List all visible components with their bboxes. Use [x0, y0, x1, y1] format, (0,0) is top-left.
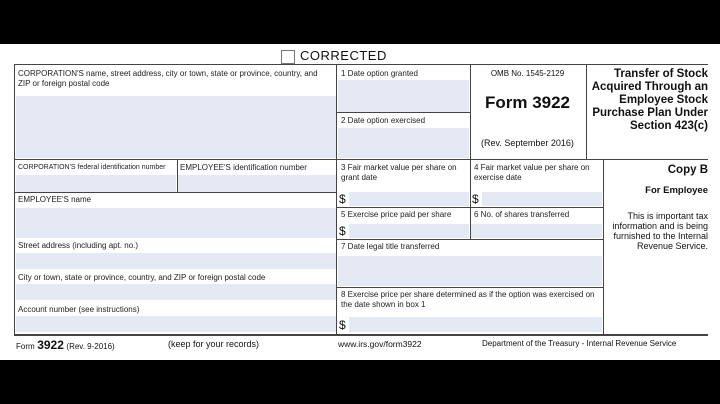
- box7-label: 7 Date legal title transferred: [341, 242, 440, 251]
- tax-notice: This is important tax information and is being furnished to the Internal Revenue Service.: [612, 211, 708, 251]
- box3-dollar: $: [339, 192, 346, 206]
- box4-label: 4 Fair market value per share on exercise date: [474, 163, 590, 182]
- corp-name-field[interactable]: [16, 96, 336, 158]
- box8-label: 8 Exercise price per share determined as if the option was exercised on the date shown in box 1: [341, 290, 595, 309]
- corp-id-label: CORPORATION'S federal identification number: [18, 164, 166, 171]
- employee-name-field[interactable]: [16, 208, 336, 238]
- footer-form-rev: (Rev. 9-2016): [66, 342, 115, 351]
- copy-label: Copy B: [667, 164, 708, 176]
- footer-form-prefix: Form: [16, 342, 35, 351]
- footer-keep: (keep for your records): [168, 339, 260, 349]
- omb-number: OMB No. 1545-2129: [490, 69, 565, 78]
- box8-field[interactable]: [349, 317, 602, 332]
- footer-dept: Department of the Treasury - Internal Revenue Service: [482, 339, 677, 348]
- box5-field[interactable]: [349, 224, 469, 238]
- for-employee-label: For Employee: [645, 185, 708, 196]
- box1-label: 1 Date option granted: [341, 69, 418, 78]
- account-field[interactable]: [16, 316, 336, 332]
- box5-label: 5 Exercise price paid per share: [341, 210, 452, 219]
- employee-name-label: EMPLOYEE'S name: [18, 195, 92, 204]
- corrected-label: CORRECTED: [300, 48, 387, 63]
- footer-url[interactable]: www.irs.gov/form3922: [338, 339, 422, 349]
- box8-dollar: $: [339, 318, 346, 332]
- form-revision: (Rev. September 2016): [481, 138, 574, 148]
- corp-name-label: CORPORATION'S name, street address, city or town, state or province, country, and ZIP or foreign postal code: [18, 69, 318, 88]
- form-description: Transfer of Stock Acquired Through an Employee Stock Purchase Plan Under Section 423(c): [591, 68, 708, 132]
- form-title: Form 3922: [484, 93, 571, 112]
- corp-id-field[interactable]: [16, 175, 176, 192]
- box1-field[interactable]: [338, 80, 469, 112]
- box2-label: 2 Date option exercised: [341, 116, 426, 125]
- box6-field[interactable]: [471, 224, 602, 238]
- employee-id-field[interactable]: [178, 175, 336, 192]
- box3-label: 3 Fair market value per share on grant date: [341, 163, 457, 182]
- city-label: City or town, state or province, country, and ZIP or foreign postal code: [18, 273, 266, 282]
- box6-label: 6 No. of shares transferred: [474, 210, 570, 219]
- corrected-checkbox[interactable]: [281, 50, 295, 64]
- box3-field[interactable]: [349, 192, 469, 206]
- employee-id-label: EMPLOYEE'S identification number: [180, 163, 307, 172]
- box5-dollar: $: [339, 224, 346, 238]
- city-field[interactable]: [16, 284, 336, 300]
- footer-form-number: 3922: [37, 338, 64, 352]
- street-field[interactable]: [16, 253, 336, 269]
- account-label: Account number (see instructions): [18, 305, 140, 314]
- box4-field[interactable]: [482, 192, 602, 206]
- box4-dollar: $: [472, 192, 479, 206]
- box2-field[interactable]: [338, 128, 469, 158]
- footer-form-id: [16, 338, 115, 352]
- street-label: Street address (including apt. no.): [18, 241, 139, 250]
- box7-field[interactable]: [338, 256, 602, 286]
- form-3922-page: [0, 44, 720, 360]
